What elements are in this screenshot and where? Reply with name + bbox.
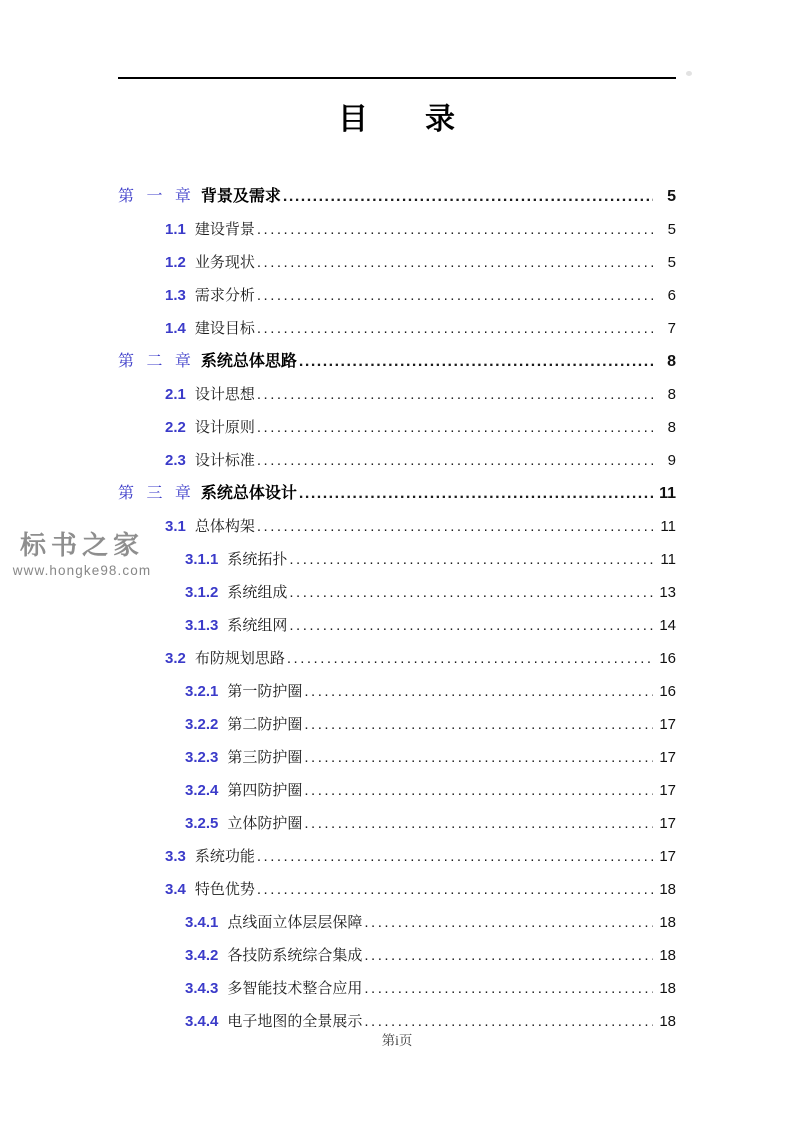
watermark: [6, 530, 158, 578]
toc-entry-number: 3.1: [165, 518, 186, 535]
toc-page-number: 5: [667, 254, 676, 271]
toc-leader-dots: [289, 543, 653, 576]
toc-entry-number: 3.2.1: [185, 683, 219, 700]
toc-leader-dots: [299, 345, 653, 378]
toc-entry-number: 3.4.4: [185, 1013, 219, 1030]
toc-entry-number: 1.3: [165, 287, 186, 304]
toc-entry-title: 系统功能: [194, 849, 255, 865]
toc-entry-number: 2.2: [165, 419, 186, 436]
toc-leader-dots: [304, 807, 653, 840]
toc-entry-title: 建设目标: [194, 321, 255, 337]
toc-entry[interactable]: [118, 972, 676, 1005]
toc-page-number: 17: [659, 782, 676, 799]
toc-entry-number: 1.2: [165, 254, 186, 271]
toc-entry-title: 设计思想: [194, 387, 255, 403]
toc-leader-dots: [257, 378, 653, 411]
toc-entry[interactable]: [118, 708, 676, 741]
toc-leader-dots: [257, 279, 653, 312]
toc-leader-dots: [257, 444, 653, 477]
toc-entry-number: 第 二 章: [118, 353, 195, 370]
header-rule: [118, 77, 676, 79]
toc-entry[interactable]: [118, 312, 676, 345]
toc-entry[interactable]: [118, 675, 676, 708]
toc-leader-dots: [364, 939, 653, 972]
toc-entry-title: 第二防护圈: [227, 717, 303, 733]
toc-entry-title: 多智能技术整合应用: [227, 981, 363, 997]
toc-entry-title: 设计原则: [194, 420, 255, 436]
toc-entry-number: 3.1.2: [185, 584, 219, 601]
toc-entry[interactable]: [118, 345, 676, 378]
toc-leader-dots: [304, 708, 653, 741]
toc-entry-number: 3.2.2: [185, 716, 219, 733]
toc-page-number: 14: [659, 617, 676, 634]
toc-entry-title: 建设背景: [194, 222, 255, 238]
toc-page-number: 13: [659, 584, 676, 601]
toc-entry-title: 各技防系统综合集成: [227, 948, 363, 964]
toc-entry-number: 2.1: [165, 386, 186, 403]
toc-entry-number: 3.2: [165, 650, 186, 667]
toc-entry[interactable]: [118, 741, 676, 774]
toc-entry[interactable]: [118, 840, 676, 873]
toc-entry[interactable]: [118, 807, 676, 840]
toc-entry[interactable]: [118, 213, 676, 246]
toc-page-number: 17: [659, 716, 676, 733]
toc-entry-title: 背景及需求: [200, 188, 281, 205]
toc-page-number: 11: [659, 485, 676, 502]
toc-entry-title: 系统组成: [227, 585, 288, 601]
toc-page-number: 17: [659, 848, 676, 865]
toc-page-number: 11: [660, 518, 676, 535]
toc-leader-dots: [299, 477, 653, 510]
toc-entry[interactable]: [118, 444, 676, 477]
toc-entry-number: 3.4.3: [185, 980, 219, 997]
toc-entry-title: 点线面立体层层保障: [227, 915, 363, 931]
toc-leader-dots: [304, 741, 653, 774]
toc-page-number: 8: [667, 386, 676, 403]
toc-entry-number: 2.3: [165, 452, 186, 469]
toc-entry-title: 系统组网: [227, 618, 288, 634]
toc-page-number: 5: [667, 188, 676, 205]
toc-entry[interactable]: [118, 873, 676, 906]
toc-entry[interactable]: [118, 180, 676, 213]
toc-entry-number: 3.2.4: [185, 782, 219, 799]
toc-entry-title: 电子地图的全景展示: [227, 1014, 363, 1030]
toc-entry-title: 系统总体设计: [200, 485, 297, 502]
toc-entry-title: 需求分析: [194, 288, 255, 304]
toc-page-number: 18: [659, 980, 676, 997]
toc-page-number: 18: [659, 1013, 676, 1030]
toc-entry[interactable]: [118, 642, 676, 675]
toc-entry-title: 系统拓扑: [227, 552, 288, 568]
toc-entry[interactable]: [118, 774, 676, 807]
toc-leader-dots: [289, 576, 653, 609]
watermark-logo-text: 标书之家: [19, 530, 144, 560]
toc-page-number: 16: [659, 683, 676, 700]
toc-page-number: 18: [659, 947, 676, 964]
page-title: 目 录: [337, 103, 456, 136]
toc-entry[interactable]: [118, 939, 676, 972]
page-footer: 第i页: [381, 1033, 413, 1048]
toc-page-number: 7: [667, 320, 676, 337]
toc-entry[interactable]: [118, 576, 676, 609]
toc-leader-dots: [257, 246, 653, 279]
toc-entry-number: 3.4.1: [185, 914, 219, 931]
toc-leader-dots: [364, 972, 653, 1005]
toc-leader-dots: [304, 675, 653, 708]
toc-entry-number: 3.4.2: [185, 947, 219, 964]
toc-leader-dots: [257, 873, 653, 906]
toc-entry-title: 第四防护圈: [227, 783, 303, 799]
toc-entry-title: 设计标准: [194, 453, 255, 469]
toc-page-number: 9: [667, 452, 676, 469]
toc-leader-dots: [257, 312, 653, 345]
toc-page-number: 8: [667, 353, 676, 370]
toc-entry[interactable]: [118, 411, 676, 444]
toc-entry-number: 3.2.5: [185, 815, 219, 832]
toc-leader-dots: [304, 774, 653, 807]
toc-leader-dots: [257, 213, 653, 246]
scan-artifact-speck: [686, 71, 692, 76]
toc-entry-number: 第 一 章: [118, 188, 195, 205]
toc-page-number: 18: [659, 881, 676, 898]
toc-entry-number: 第 三 章: [118, 485, 195, 502]
toc-leader-dots: [364, 906, 653, 939]
toc-entry-title: 总体构架: [194, 519, 255, 535]
toc-entry-title: 特色优势: [194, 882, 255, 898]
toc-leader-dots: [257, 411, 653, 444]
toc-page-number: 16: [659, 650, 676, 667]
toc-entry-number: 3.1.1: [185, 551, 219, 568]
toc-entry[interactable]: [118, 510, 676, 543]
toc-page-number: 18: [659, 914, 676, 931]
toc-entry[interactable]: [118, 246, 676, 279]
toc-entry[interactable]: [118, 477, 676, 510]
toc-page-number: 17: [659, 749, 676, 766]
toc-leader-dots: [289, 609, 653, 642]
watermark-url: www.hongke98.com: [12, 563, 152, 578]
toc-entry-title: 立体防护圈: [227, 816, 303, 832]
toc-leader-dots: [257, 840, 653, 873]
toc-page-number: 17: [659, 815, 676, 832]
toc-list: [118, 180, 676, 1038]
toc-entry-number: 3.1.3: [185, 617, 219, 634]
toc-entry-title: 系统总体思路: [200, 353, 297, 370]
toc-entry-title: 业务现状: [194, 255, 255, 271]
toc-leader-dots: [257, 510, 653, 543]
toc-entry-title: 第三防护圈: [227, 750, 303, 766]
toc-entry-number: 1.1: [165, 221, 186, 238]
toc-entry[interactable]: [118, 378, 676, 411]
toc-entry-title: 第一防护圈: [227, 684, 303, 700]
toc-entry[interactable]: [118, 279, 676, 312]
toc-leader-dots: [283, 180, 653, 213]
toc-entry-number: 3.3: [165, 848, 186, 865]
toc-entry[interactable]: [118, 543, 676, 576]
toc-leader-dots: [287, 642, 653, 675]
toc-entry[interactable]: [118, 609, 676, 642]
toc-page-number: 5: [667, 221, 676, 238]
toc-page-number: 6: [667, 287, 676, 304]
toc-entry-number: 1.4: [165, 320, 186, 337]
toc-page-number: 8: [667, 419, 676, 436]
toc-entry-number: 3.4: [165, 881, 186, 898]
toc-entry-number: 3.2.3: [185, 749, 219, 766]
toc-entry[interactable]: [118, 906, 676, 939]
toc-page-number: 11: [660, 551, 676, 568]
toc-entry-title: 布防规划思路: [194, 651, 285, 667]
